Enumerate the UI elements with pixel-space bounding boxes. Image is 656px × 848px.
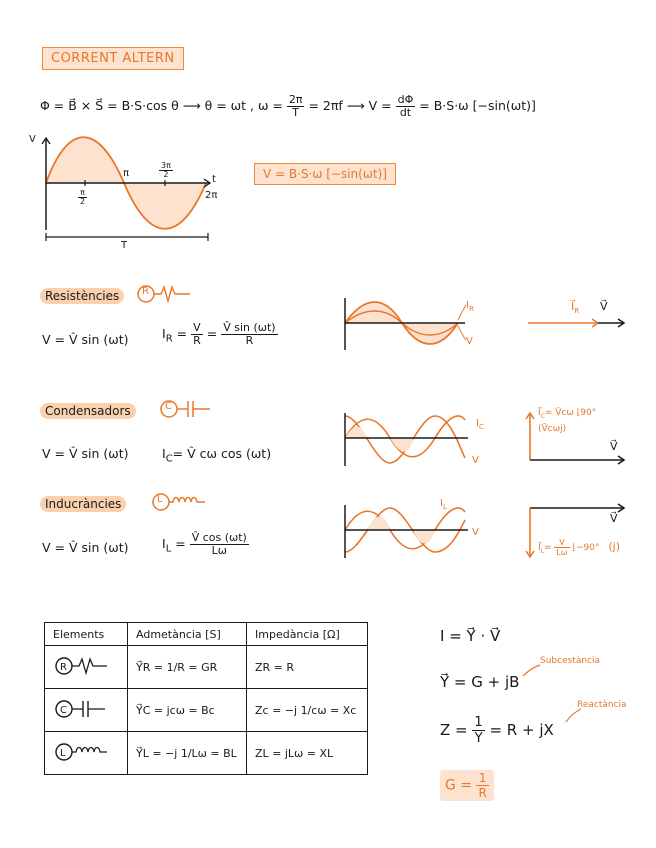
admittance-eq: Y⃗ = G + jB xyxy=(440,673,520,691)
resistor-current-eq: $I_R$ = $\frac{V}{R}$ = $\frac{V̂ \sin (\omega t)}{R}$ xyxy=(162,321,276,347)
capacitor-phasor-note-1: $I⃗_C=$ V̂cω ⌊90° xyxy=(538,408,597,420)
page-title: CORRENT ALTERN xyxy=(42,47,184,70)
resistor-symbol-letter: R xyxy=(142,286,149,297)
main-eq-part3: = B·S·ω [−sin(ωt)] xyxy=(419,98,536,113)
resistor-waveform xyxy=(340,290,480,360)
capacitor-symbol-letter: C xyxy=(165,401,172,412)
resistor-wave-v-label: V xyxy=(466,336,473,347)
table-cell-impedance: ZR = R xyxy=(247,646,368,689)
reactance-pointer xyxy=(563,706,585,724)
table-row xyxy=(45,689,368,732)
inductor-phasor-note: $I⃗_L=$ $\frac{V}{L\omega}$ ⌊−90° (j) xyxy=(538,538,620,557)
main-eq-part1: Φ = B⃗ × S⃗ = B·S·cos θ ⟶ θ = ωt , ω = xyxy=(40,98,283,113)
capacitor-phasor-note-2: (V̂cωj) xyxy=(538,424,567,434)
table-header-admittance: Admetància [S] xyxy=(128,623,247,646)
capacitor-voltage-eq: V = V̂ sin (ωt) xyxy=(42,446,129,461)
table-header-impedance: Impedància [Ω] xyxy=(247,623,368,646)
table-cell-symbol xyxy=(45,646,128,689)
main-equation xyxy=(40,94,536,119)
main-eq-part2: = 2πf ⟶ V = xyxy=(308,98,392,113)
capacitor-current-eq: $I_C=$ V̂ cω cos (ωt) xyxy=(162,446,272,465)
conductance-eq: G = $\frac{1}{R}$ xyxy=(440,770,494,801)
fraction-dphi-dt: $\frac{d\Phi}{dt}$ xyxy=(397,93,414,119)
impedance-eq: Z = $\frac{1}{Y}$ = R + jX xyxy=(440,715,554,746)
reactance-note: Reactància xyxy=(577,700,627,710)
capacitor-wave-v-label: V xyxy=(472,455,479,466)
capacitor-wave-i-label: $I_C$ xyxy=(476,418,484,431)
table-row xyxy=(45,646,368,689)
admittance-impedance-table xyxy=(44,622,368,775)
inductor-symbol-letter: L xyxy=(157,494,163,505)
svg-text:R: R xyxy=(60,661,67,673)
table-cell-impedance: ZL = jLω = XL xyxy=(247,732,368,775)
capacitor-table-icon xyxy=(53,698,109,720)
resistor-voltage-eq: V = V̂ sin (ωt) xyxy=(42,332,129,347)
susceptance-note: Subcestància xyxy=(540,656,601,666)
inductor-current-eq: $I_L$ = $\frac{V̂ \cos (\omega t)}{L\omega}$ xyxy=(162,531,247,557)
inductor-wave-v-label: V xyxy=(472,527,479,538)
svg-text:L: L xyxy=(60,747,66,759)
capacitor-waveform xyxy=(340,408,480,470)
capacitor-phasor-v-label: V⃗ xyxy=(610,440,618,453)
table-cell-admittance: Y⃗C = jcω = Bc xyxy=(128,689,247,732)
capacitor-heading: Condensadors xyxy=(40,403,136,419)
fraction-2pi-over-T: $\frac{2\pi}{T}$ xyxy=(288,93,303,119)
resistor-phasor-v-label: V⃗ xyxy=(600,300,608,313)
resistor-heading: Resistències xyxy=(40,288,124,304)
v-axis-label: V xyxy=(29,134,36,145)
table-cell-symbol xyxy=(45,732,128,775)
t-axis-label: t xyxy=(212,174,216,185)
inductor-wave-i-label: $I_L$ xyxy=(440,498,447,511)
pi-label: π xyxy=(123,168,130,179)
table-cell-symbol xyxy=(45,689,128,732)
three-pi-half-label: $\frac{3\pi}{2}$ xyxy=(161,161,171,179)
inductor-table-icon xyxy=(53,741,109,763)
resistor-phasor-i-label: $I⃗_R$ xyxy=(571,300,580,316)
table-cell-admittance: Y⃗R = 1/R = GR xyxy=(128,646,247,689)
period-label: T xyxy=(121,240,128,251)
table-header-elements: Elements xyxy=(45,623,128,646)
resistor-table-icon xyxy=(53,655,109,677)
inductor-voltage-eq: V = V̂ sin (ωt) xyxy=(42,540,129,555)
inductor-waveform xyxy=(340,500,480,560)
inductor-phasor-v-label: V⃗ xyxy=(610,512,618,525)
table-cell-impedance: Zc = −j 1/cω = Xc xyxy=(247,689,368,732)
susceptance-pointer xyxy=(520,662,544,678)
table-cell-admittance: Y⃗L = −j 1/Lω = BL xyxy=(128,732,247,775)
table-row xyxy=(45,732,368,775)
sine-graph xyxy=(28,130,228,255)
boxed-equation: V = B·S·ω [−sin(ωt)] xyxy=(254,163,396,185)
svg-text:C: C xyxy=(60,704,67,716)
resistor-wave-i-label: $I_R$ xyxy=(466,300,474,313)
two-pi-label: 2π xyxy=(205,190,218,201)
current-admittance-eq: I = Y⃗ · V⃗ xyxy=(440,627,501,645)
inductor-heading: Inducràncies xyxy=(40,496,126,512)
pi-half-label: $\frac{\pi}{2}$ xyxy=(80,188,86,206)
